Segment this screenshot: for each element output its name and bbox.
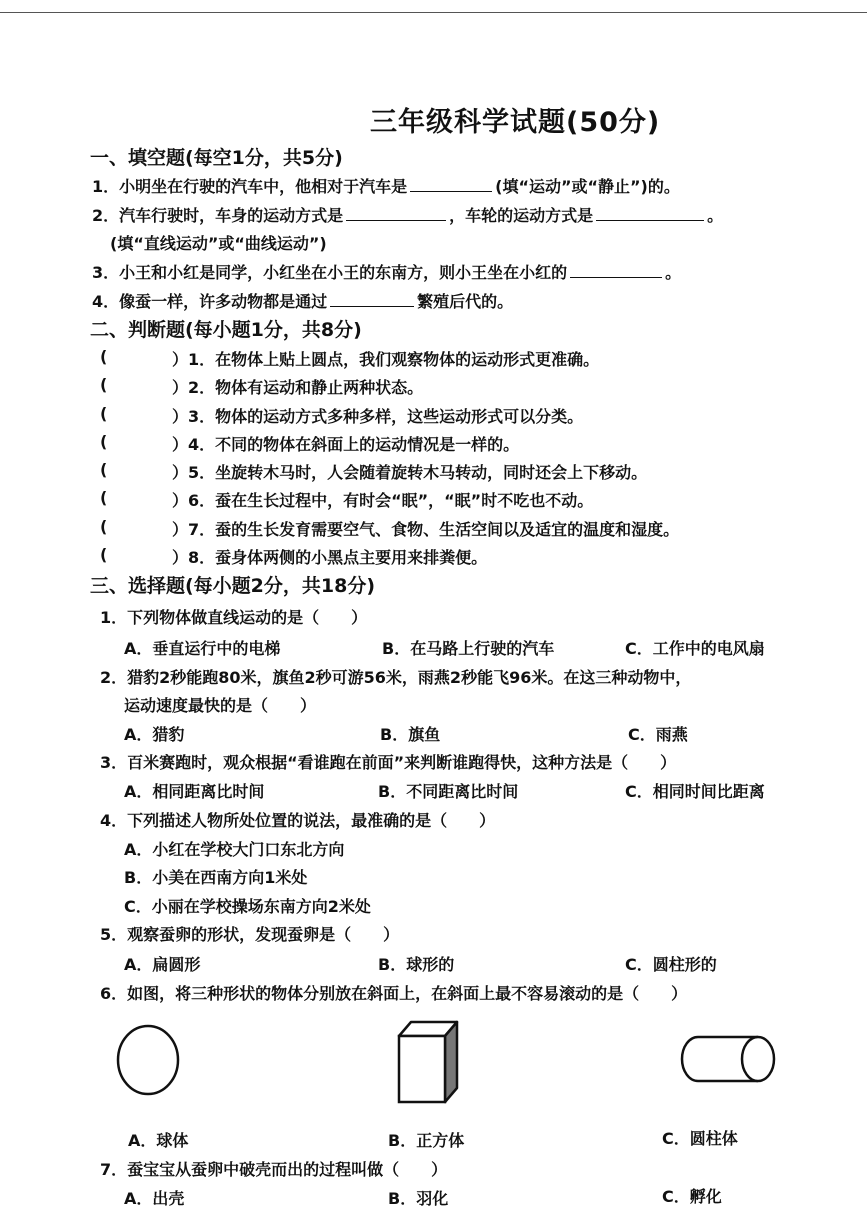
fill-q4-text-end: 繁殖后代的。 bbox=[417, 292, 514, 311]
fill-q3-text: 3．小王和小红是同学，小红坐在小王的东南方，则小王坐在小红的 bbox=[92, 263, 568, 282]
choice-q3-option-b[interactable]: B．不同距离比时间 bbox=[378, 782, 519, 801]
fill-q3-text-end: 。 bbox=[665, 263, 682, 282]
judge-7-text: ）7．蚕的生长发育需要空气、食物、生活空间以及适宜的温度和湿度。 bbox=[172, 520, 680, 539]
fill-q2-blank-1[interactable] bbox=[346, 206, 446, 221]
choice-q2-stem-cont: 运动速度最快的是（ ） bbox=[124, 696, 317, 715]
choice-q3-stem: 3．百米赛跑时，观众根据“看谁跑在前面”来判断谁跑得快，这种方法是（ ） bbox=[100, 753, 677, 772]
choice-q5-option-c[interactable]: C．圆柱形的 bbox=[625, 955, 717, 974]
choice-q2-option-b[interactable]: B．旗鱼 bbox=[380, 725, 441, 744]
fill-question-2 bbox=[92, 203, 723, 226]
choice-q7-option-b[interactable]: B．羽化 bbox=[388, 1189, 449, 1208]
judge-3-text: ）3．物体的运动方式多种多样，这些运动形式可以分类。 bbox=[172, 407, 584, 426]
fill-question-4 bbox=[92, 289, 513, 312]
judge-8-text: ）8．蚕身体两侧的小黑点主要用来排粪便。 bbox=[172, 548, 488, 567]
fill-question-1 bbox=[92, 174, 680, 197]
choice-q2-option-a[interactable]: A．猎豹 bbox=[124, 725, 185, 744]
sphere-figure bbox=[114, 1022, 184, 1098]
choice-q7-option-c[interactable]: C．孵化 bbox=[662, 1187, 722, 1206]
choice-q6-stem: 6．如图，将三种形状的物体分别放在斜面上，在斜面上最不容易滚动的是（ ） bbox=[100, 984, 688, 1003]
choice-q1-option-c[interactable]: C．工作中的电风扇 bbox=[625, 639, 765, 658]
fill-q2-text-end: 。 bbox=[707, 206, 724, 225]
fill-q1-text-after: (填“运动”或“静止”)的。 bbox=[495, 177, 680, 196]
page-title: 三年级科学试题(50分) bbox=[370, 107, 661, 138]
choice-q4-option-b[interactable]: B．小美在西南方向1米处 bbox=[124, 868, 308, 887]
fill-q1-blank[interactable] bbox=[410, 177, 492, 192]
choice-q5-option-a[interactable]: A．扁圆形 bbox=[124, 955, 201, 974]
cylinder-figure bbox=[678, 1032, 778, 1086]
choice-q3-option-a[interactable]: A．相同距离比时间 bbox=[124, 782, 265, 801]
judge-3-paren[interactable]: ( bbox=[100, 404, 108, 423]
fill-q4-text: 4．像蚕一样，许多动物都是通过 bbox=[92, 292, 328, 311]
judge-2-paren[interactable]: ( bbox=[100, 375, 108, 394]
choice-q4-option-a[interactable]: A．小红在学校大门口东北方向 bbox=[124, 840, 345, 859]
fill-q2-blank-2[interactable] bbox=[596, 206, 704, 221]
fill-question-3 bbox=[92, 260, 681, 283]
judge-1-paren[interactable]: ( bbox=[100, 347, 108, 366]
fill-q4-blank[interactable] bbox=[330, 292, 414, 307]
choice-q3-option-c[interactable]: C．相同时间比距离 bbox=[625, 782, 765, 801]
choice-q4-option-c[interactable]: C．小丽在学校操场东南方向2米处 bbox=[124, 897, 371, 916]
cube-figure bbox=[395, 1018, 463, 1106]
fill-q1-text: 1．小明坐在行驶的汽车中，他相对于汽车是 bbox=[92, 177, 408, 196]
section-choice-heading: 三、选择题(每小题2分，共18分) bbox=[90, 575, 376, 597]
fill-q2-text: 2．汽车行驶时，车身的运动方式是 bbox=[92, 206, 344, 225]
choice-q6-option-b[interactable]: B．正方体 bbox=[388, 1131, 465, 1150]
section-fill-blank-heading: 一、填空题(每空1分，共5分) bbox=[90, 147, 343, 169]
choice-q7-option-a[interactable]: A．出壳 bbox=[124, 1189, 185, 1208]
judge-6-text: ）6．蚕在生长过程中，有时会“眠”，“眠”时不吃也不动。 bbox=[172, 491, 594, 510]
choice-q1-option-b[interactable]: B．在马路上行驶的汽车 bbox=[382, 639, 555, 658]
judge-4-paren[interactable]: ( bbox=[100, 432, 108, 451]
choice-q1-option-a[interactable]: A．垂直运行中的电梯 bbox=[124, 639, 281, 658]
judge-7-paren[interactable]: ( bbox=[100, 517, 108, 536]
choice-q2-option-c[interactable]: C．雨燕 bbox=[628, 725, 688, 744]
choice-q7-stem: 7．蚕宝宝从蚕卵中破壳而出的过程叫做（ ） bbox=[100, 1160, 448, 1179]
choice-q6-option-a[interactable]: A．球体 bbox=[128, 1131, 189, 1150]
judge-4-text: ）4．不同的物体在斜面上的运动情况是一样的。 bbox=[172, 435, 520, 454]
fill-q3-blank[interactable] bbox=[570, 263, 662, 278]
section-true-false-heading: 二、判断题(每小题1分，共8分) bbox=[90, 319, 362, 341]
judge-8-paren[interactable]: ( bbox=[100, 545, 108, 564]
page-top-border bbox=[0, 12, 867, 13]
choice-q5-option-b[interactable]: B．球形的 bbox=[378, 955, 455, 974]
judge-5-paren[interactable]: ( bbox=[100, 460, 108, 479]
judge-2-text: ）2．物体有运动和静止两种状态。 bbox=[172, 378, 424, 397]
choice-q6-option-c[interactable]: C．圆柱体 bbox=[662, 1129, 738, 1148]
fill-q2-hint: (填“直线运动”或“曲线运动”) bbox=[110, 234, 327, 253]
judge-5-text: ）5．坐旋转木马时，人会随着旋转木马转动，同时还会上下移动。 bbox=[172, 463, 648, 482]
choice-q2-stem: 2．猎豹2秒能跑80米，旗鱼2秒可游56米，雨燕2秒能飞96米。在这三种动物中， bbox=[100, 668, 692, 687]
judge-1-text: ）1．在物体上贴上圆点，我们观察物体的运动形式更准确。 bbox=[172, 350, 600, 369]
judge-6-paren[interactable]: ( bbox=[100, 488, 108, 507]
choice-q5-stem: 5．观察蚕卵的形状，发现蚕卵是（ ） bbox=[100, 925, 400, 944]
choice-q1-stem: 1．下列物体做直线运动的是（ ） bbox=[100, 608, 368, 627]
fill-q2-text-mid: ，车轮的运动方式是 bbox=[449, 206, 594, 225]
choice-q4-stem: 4．下列描述人物所处位置的说法，最准确的是（ ） bbox=[100, 811, 496, 830]
